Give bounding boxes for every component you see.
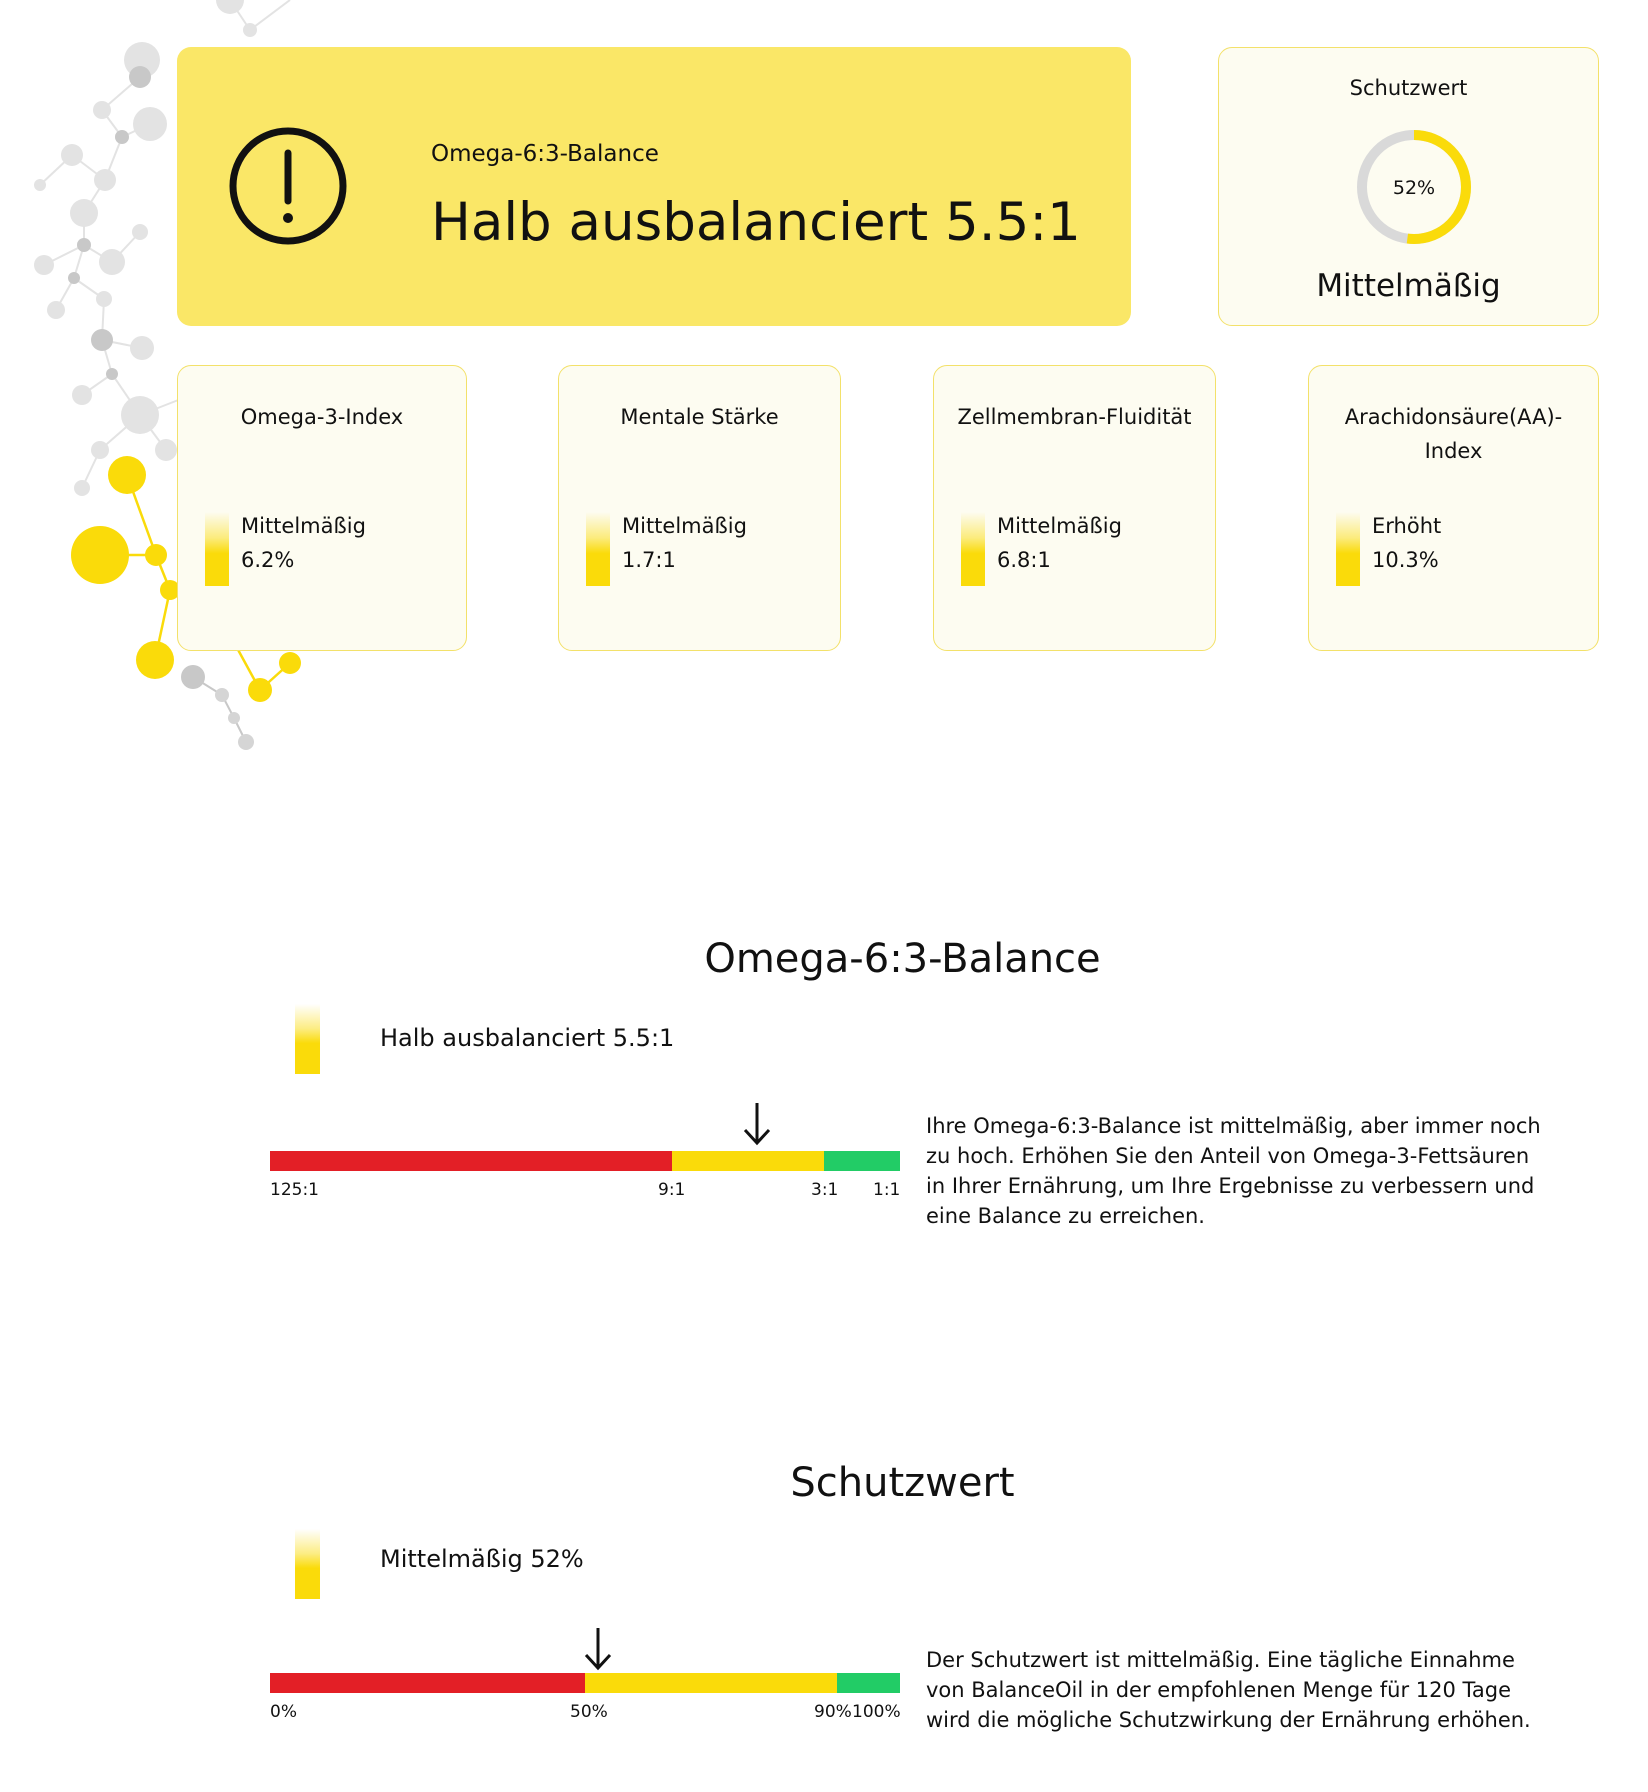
scale-segment-yellow (585, 1673, 837, 1693)
hero-title: Halb ausbalanciert 5.5:1 (431, 192, 1081, 253)
score-status: Mittelmäßig (1316, 268, 1501, 304)
score-card-title: Schutzwert (1349, 76, 1468, 100)
metric-card-omega3-index (177, 365, 467, 651)
protection-score-card (1218, 47, 1599, 326)
metric-title: Omega-3-Index (240, 405, 404, 429)
score-donut-chart (1352, 125, 1476, 249)
scale-segment-green (824, 1151, 900, 1171)
protection-description: Der Schutzwert ist mittelmäßig. Eine tägliche Einnahme von BalanceOil in der empfohlenen Menge für 120 Tage wird die mögliche Schutzwirkung der Ernährung erhöhen. (926, 1648, 1531, 1732)
hero-subtitle: Omega-6:3-Balance (431, 141, 659, 167)
metric-level-bar (1336, 512, 1360, 586)
metric-card-cell-membrane-fluidity (933, 365, 1216, 651)
scale-segment-red (270, 1673, 585, 1693)
scale-tick: 100% (852, 1702, 901, 1722)
metric-level-bar (205, 512, 229, 586)
scale-segment-red (270, 1151, 672, 1171)
scale-tick: 90% (814, 1702, 852, 1722)
metric-card-aa-index (1308, 365, 1599, 651)
protection-section-title: Schutzwert (790, 1460, 1015, 1506)
scale-tick: 125:1 (270, 1180, 319, 1200)
protection-section-label: Mittelmäßig 52% (380, 1545, 584, 1573)
metric-value: 6.8:1 (997, 548, 1051, 572)
metric-value: 1.7:1 (622, 548, 676, 572)
metric-value: 10.3% (1372, 548, 1439, 572)
metric-level-bar (961, 512, 985, 586)
metric-title: Zellmembran-Fluidität (957, 405, 1192, 429)
scale-tick: 50% (570, 1702, 608, 1722)
score-percent-label: 52% (1392, 177, 1436, 199)
scale-tick: 1:1 (873, 1180, 901, 1200)
balance-description: Ihre Omega-6:3-Balance ist mittelmäßig, aber immer noch zu hoch. Erhöhen Sie den Anteil von Omega-3-Fettsäuren in Ihrer Ernährung, um Ihre Ergebnisse zu verbessern und eine Balance zu erreichen. (926, 1114, 1541, 1228)
metric-level-bar (586, 512, 610, 586)
scale-segment-yellow (672, 1151, 824, 1171)
balance-section-label: Halb ausbalanciert 5.5:1 (380, 1024, 675, 1052)
metric-status: Mittelmäßig (997, 514, 1122, 538)
metric-value: 6.2% (241, 548, 295, 572)
metric-status: Erhöht (1372, 514, 1442, 538)
scale-tick: 3:1 (811, 1180, 839, 1200)
protection-level-bar (295, 1529, 320, 1599)
balance-level-bar (295, 1004, 320, 1074)
metric-card-mental-strength (558, 365, 841, 651)
balance-section-title: Omega-6:3-Balance (704, 936, 1101, 982)
protection-scale-bar (270, 1673, 900, 1693)
arrow-down-icon (742, 1101, 772, 1147)
metric-status: Mittelmäßig (241, 514, 366, 538)
scale-tick: 9:1 (658, 1180, 686, 1200)
balance-scale-bar (270, 1151, 900, 1171)
metric-title: Mentale Stärke (620, 405, 779, 429)
exclamation-circle-icon (227, 125, 349, 247)
scale-segment-green (837, 1673, 900, 1693)
balance-hero-banner (177, 47, 1131, 326)
scale-tick: 0% (270, 1702, 297, 1722)
arrow-down-icon (583, 1626, 613, 1672)
metric-title: Arachidonsäure(AA)-Index (1344, 405, 1563, 463)
metric-status: Mittelmäßig (622, 514, 747, 538)
